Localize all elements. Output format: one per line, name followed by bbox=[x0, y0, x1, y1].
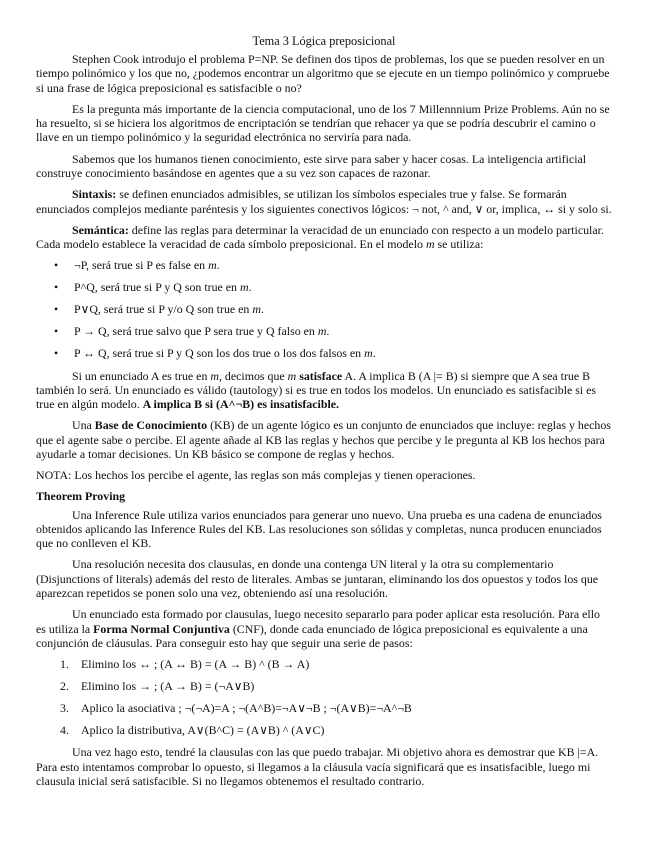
satisface-a: Si un enunciado A es true en bbox=[72, 368, 211, 383]
step-number: 1. bbox=[60, 657, 69, 672]
base-b: (KB) de un agente lógico es un conjunto de enunciados que incluye: reglas y hechos que el agente sabe o percibe. El agente añade al KB las reglas y hechos que percibe y le pregunta al KB los hechos para ayudarle a tomar decisiones. Un KB básico se compone de reglas y hechos. bbox=[36, 418, 611, 461]
semantics-rules-list bbox=[36, 258, 612, 361]
paragraph-satisface bbox=[36, 369, 612, 412]
bullet-model: m bbox=[208, 257, 217, 272]
sintaxis-label: Sintaxis: bbox=[72, 187, 117, 202]
page-title: Tema 3 Lógica preposicional bbox=[252, 34, 396, 48]
satisface-d: A. A implica B (A |= B) si siempre que A sea true B también lo será. Un enunciado es válido (tautology) si es true en todos los modelos. Un enunciado es satisfacible si es true en algún modelo. bbox=[36, 368, 597, 412]
cnf-a: Un enunciado esta formado por clausulas, luego necesito separarlo para poder aplicar esta resolución. Para ello es utiliza la bbox=[36, 607, 600, 636]
semantica-model: m bbox=[425, 237, 435, 252]
bullet-text: ¬P, será true si P es false en bbox=[74, 257, 209, 272]
implication-rule-bold: A implica B si (A^¬B) es insatisfacible. bbox=[142, 397, 339, 412]
semantica-text-a: define las reglas para determinar la veracidad de un enunciado con respecto a un modelo particular. Cada modelo establece la veracidad de cada símbolo preposicional. En el modelo bbox=[36, 222, 604, 252]
list-item bbox=[36, 258, 612, 272]
cnf-bold: Forma Normal Conjuntiva bbox=[93, 621, 230, 636]
list-item bbox=[36, 346, 612, 360]
cnf-b: (CNF), donde cada enunciado de lógica preposicional es equivalente a una conjunción de cláusulas. Para conseguir esto hay que seguir una serie de pasos: bbox=[36, 621, 588, 650]
paragraph-cnf bbox=[36, 607, 612, 650]
bullet-end: . bbox=[248, 279, 252, 294]
paragraph-millennium: Es la pregunta más importante de la ciencia computacional, uno de los 7 Millennnium Prize Problems. Aún no se ha resuelto, si se hiciera los algoritmos de encriptación se tendrían que rehacer ya que se podría descubrir el camino o llave en un tiempo polinómico y la seguridad electrónica no serviría para nada. bbox=[36, 101, 610, 145]
paragraph-base-conocimiento bbox=[36, 418, 612, 461]
paragraph-resolucion: Una resolución necesita dos clausulas, en donde una contenga UN literal y la otra su complementario (Disjunctions of literals) además del resto de literales. Ambas se juntaran, eliminando los dos opuestos y todos los que aparezcan repetidos se ponen solo una vez, obteniendo así una resolución. bbox=[36, 557, 599, 601]
paragraph-nota: NOTA: Los hechos los percibe el agente, las reglas son más complejas y tienen operaciones. bbox=[36, 468, 476, 483]
paragraph-sintaxis bbox=[36, 187, 612, 216]
bullet-model: m bbox=[252, 301, 261, 316]
bullet-model: m bbox=[239, 279, 249, 294]
list-item bbox=[36, 723, 612, 737]
bullet-model: m bbox=[317, 324, 327, 339]
theorem-proving-heading: Theorem Proving bbox=[36, 488, 126, 503]
bullet-model: m bbox=[364, 346, 373, 361]
step-text: Aplico la asociativa ; ¬(¬A)=A ; ¬(A^B)=¬A∨¬B ; ¬(A∨B)=¬A^¬B bbox=[81, 701, 412, 716]
base-bold: Base de Conocimiento bbox=[94, 418, 208, 433]
bullet-mark: • bbox=[54, 279, 59, 294]
document-page bbox=[36, 34, 612, 795]
bullet-text: P^Q, será true si P y Q son true en bbox=[74, 279, 240, 294]
satisface-model-1: m bbox=[210, 368, 219, 383]
bullet-end: . bbox=[260, 301, 264, 316]
list-item bbox=[36, 679, 612, 693]
bullet-end: . bbox=[216, 257, 220, 272]
step-number: 3. bbox=[60, 701, 69, 716]
bullet-end: . bbox=[326, 324, 330, 339]
step-number: 4. bbox=[60, 723, 69, 738]
step-number: 2. bbox=[60, 679, 69, 694]
semantica-text-b: se utiliza: bbox=[434, 237, 484, 252]
bullet-mark: • bbox=[54, 301, 59, 316]
list-item bbox=[36, 657, 612, 671]
bullet-text: P∨Q, será true si P y/o Q son true en bbox=[74, 301, 253, 316]
bullet-mark: • bbox=[54, 257, 59, 272]
paragraph-semantica bbox=[36, 223, 612, 252]
list-item bbox=[36, 324, 612, 338]
paragraph-inference-rule: Una Inference Rule utiliza varios enunciados para generar uno nuevo. Una prueba es una cadena de enunciados obtenidos aplicando las Inference Rules del KB. Las resoluciones son sólidas y completas, nunca producen enunciados que no conlleven el KB. bbox=[36, 507, 602, 551]
sintaxis-text: se definen enunciados admisibles, se utilizan los símbolos especiales true y false. Se formarán enunciados complejos mediante paréntesis y los siguientes conectivos lógicos: ¬ not, ^ and, ∨ or, implica, ↔ si y solo si. bbox=[36, 187, 612, 216]
paragraph-knowledge: Sabemos que los humanos tienen conocimiento, este sirve para saber y hacer cosas. La inteligencia artificial construye conocimiento basándose en agentes que a su vez son capaces de razonar. bbox=[36, 151, 587, 181]
list-item bbox=[36, 302, 612, 316]
satisface-bold: satisface bbox=[299, 368, 343, 383]
bullet-text: P ↔ Q, será true si P y Q son los dos true o los dos falsos en bbox=[74, 346, 365, 361]
bullet-text: P → Q, será true salvo que P sera true y Q falso en bbox=[74, 324, 318, 339]
semantica-label: Semántica: bbox=[72, 222, 129, 237]
list-item bbox=[36, 280, 612, 294]
step-text: Aplico la distributiva, A∨(B^C) = (A∨B) ^ (A∨C) bbox=[81, 723, 325, 738]
base-a: Una bbox=[72, 418, 95, 433]
satisface-b: , decimos que bbox=[218, 368, 288, 383]
bullet-mark: • bbox=[54, 324, 59, 339]
bullet-mark: • bbox=[54, 346, 59, 361]
bullet-end: . bbox=[372, 346, 376, 361]
paragraph-p-np: Stephen Cook introdujo el problema P=NP. Se definen dos tipos de problemas, los que se pueden resolver en un tiempo polinómico y los que no, ¿podemos encontrar un algoritmo que se ejecute en un tiempo polinómico y compruebe si una frase de lógica preposicional es satisfacible o no? bbox=[36, 52, 610, 95]
step-text: Elimino los → ; (A → B) = (¬A∨B) bbox=[81, 679, 255, 694]
satisface-model-2: m bbox=[287, 368, 297, 383]
paragraph-final: Una vez hago esto, tendré la clausulas con las que puedo trabajar. Mi objetivo ahora es demostrar que KB |=A. Para esto intentamos comprobar lo opuesto, si llegamos a la cláusula vacía significará que es insatisfacible, luego mi clausula inicial será satisfacible. Si no llegamos obtenemos el resultado contrario. bbox=[36, 745, 599, 788]
list-item bbox=[36, 701, 612, 715]
step-text: Elimino los ↔ ; (A ↔ B) = (A → B) ^ (B → A) bbox=[81, 657, 310, 672]
cnf-steps-list bbox=[36, 657, 612, 737]
